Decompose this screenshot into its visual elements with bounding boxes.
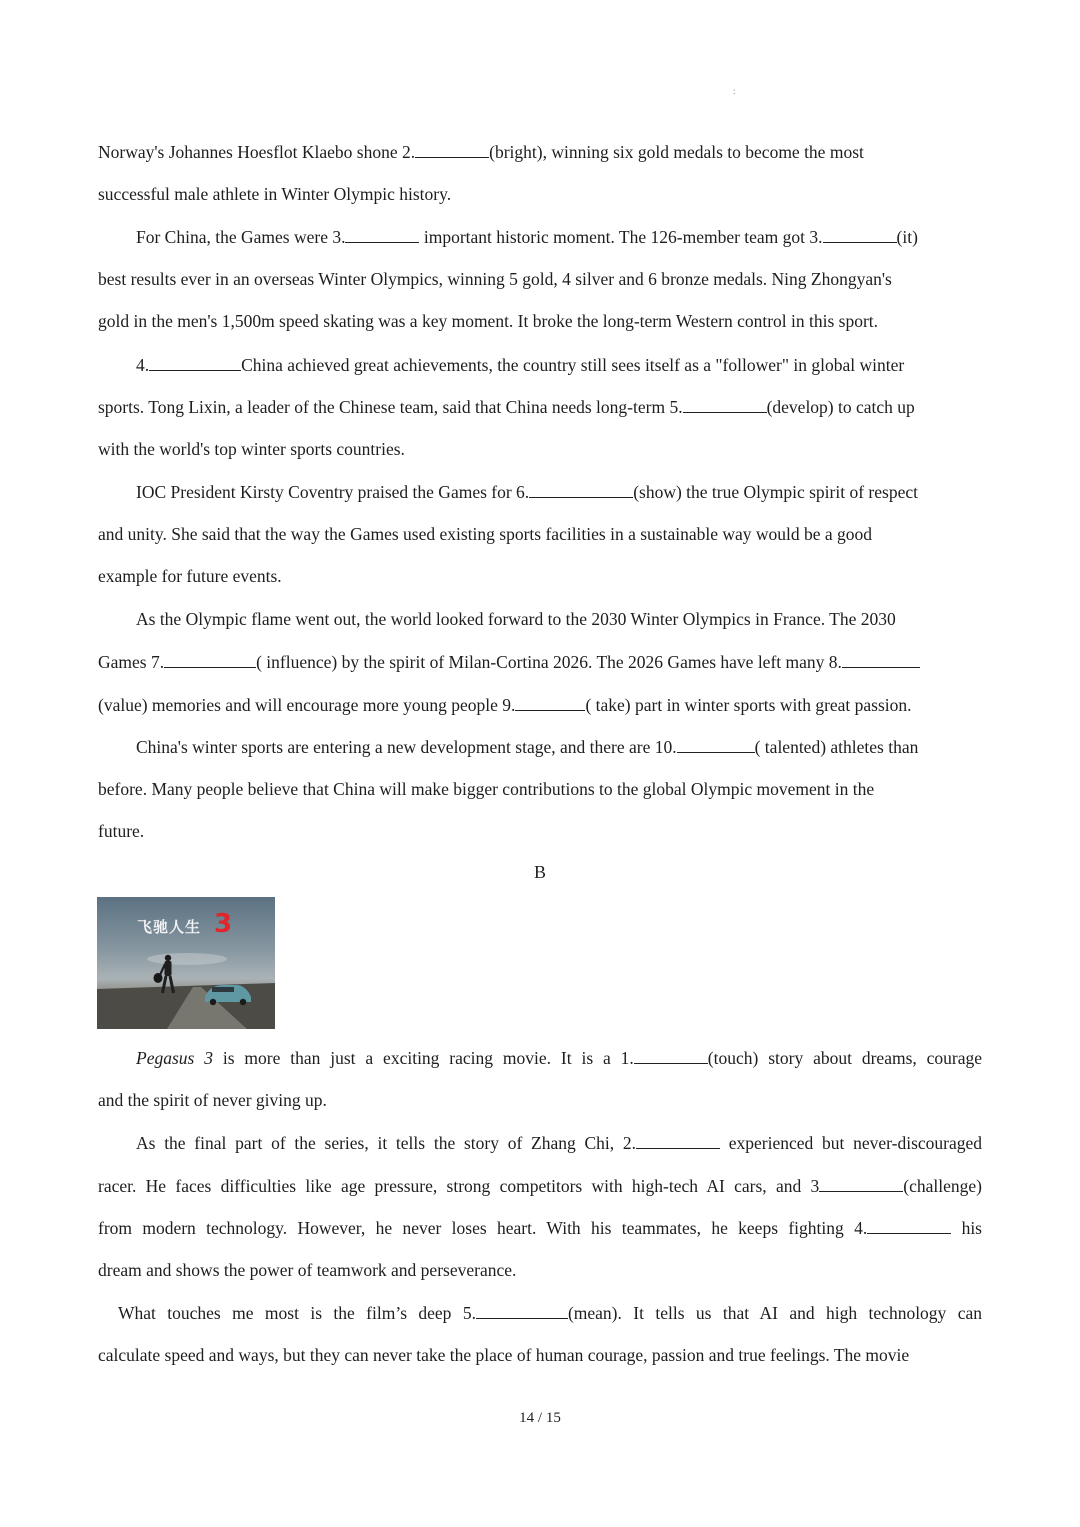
- page-number: 14 / 15: [519, 1410, 561, 1426]
- movie-title: Pegasus 3: [136, 1048, 213, 1068]
- answer-blank[interactable]: [164, 651, 256, 668]
- text-line: and the spirit of never giving up.: [98, 1089, 327, 1110]
- answer-blank[interactable]: [842, 651, 920, 668]
- answer-blank[interactable]: [823, 226, 897, 243]
- answer-blank[interactable]: [515, 694, 585, 711]
- text-line: What touches me most is the film’s deep 5. (mean). It tells us that AI and high technology can: [118, 1303, 982, 1323]
- text-line: with the world's top winter sports countries.: [98, 438, 405, 459]
- text-line: example for future events.: [98, 566, 282, 586]
- answer-blank[interactable]: [683, 396, 767, 413]
- poster-number: 3: [214, 909, 233, 939]
- answer-blank[interactable]: [636, 1132, 720, 1149]
- answer-blank[interactable]: [677, 736, 755, 753]
- text-line: For China, the Games were 3. important historic moment. The 126-member team got 3. (it): [136, 227, 918, 247]
- text-line: sports. Tong Lixin, a leader of the Chinese team, said that China needs long-term 5. (develop) to catch up: [98, 397, 915, 417]
- answer-blank[interactable]: [867, 1217, 951, 1234]
- text-line: and unity. She said that the way the Games used existing sports facilities in a sustainable way would be a good: [98, 523, 873, 544]
- text-line: 4. China achieved great achievements, the country still sees itself as a "follower" in global winter: [136, 354, 905, 375]
- text-line: before. Many people believe that China will make bigger contributions to the global Olympic movement in the: [98, 778, 875, 799]
- answer-blank[interactable]: [476, 1302, 568, 1319]
- passage-b: [98, 1047, 982, 1387]
- movie-poster-image: [97, 897, 275, 1029]
- answer-blank[interactable]: [529, 481, 633, 498]
- text-line: China's winter sports are entering a new development stage, and there are 10. ( talented) athletes than: [136, 737, 919, 757]
- text-line: calculate speed and ways, but they can never take the place of human courage, passion and true feelings. The movie: [98, 1344, 910, 1365]
- text-line: IOC President Kirsty Coventry praised the Games for 6. (show) the true Olympic spirit of respect: [136, 482, 918, 502]
- text-line: dream and shows the power of teamwork and perseverance.: [98, 1259, 517, 1280]
- section-heading: B: [533, 862, 546, 882]
- text-line: As the Olympic flame went out, the world looked forward to the 2030 Winter Olympics in France. The 2030: [136, 608, 896, 629]
- text-line: from modern technology. However, he never loses heart. With his teammates, he keeps fighting 4. his: [98, 1218, 982, 1238]
- text-line: (value) memories and will encourage more young people 9. ( take) part in winter sports with great passion.: [98, 694, 912, 715]
- text-line: Games 7. ( influence) by the spirit of Milan-Cortina 2026. The 2026 Games have left many 8.: [98, 651, 982, 694]
- poster-title: 飞驰人生: [137, 918, 202, 936]
- text-line: racer. He faces difficulties like age pressure, strong competitors with high-tech AI cars, and 3 (challenge): [98, 1175, 982, 1196]
- answer-blank[interactable]: [415, 141, 489, 158]
- answer-blank[interactable]: [345, 226, 419, 243]
- answer-blank[interactable]: [149, 354, 241, 371]
- top-mark: :: [733, 86, 736, 96]
- text-line: future.: [98, 821, 145, 841]
- text-line: successful male athlete in Winter Olympic history.: [98, 183, 452, 204]
- answer-blank[interactable]: [819, 1175, 903, 1192]
- text-line: best results ever in an overseas Winter Olympics, winning 5 gold, 4 silver and 6 bronze medals. Ning Zhongyan's: [98, 268, 892, 289]
- text-line: Norway's Johannes Hoesflot Klaebo shone 2. (bright), winning six gold medals to become the most: [98, 142, 864, 162]
- passage-a: [98, 141, 982, 864]
- answer-blank[interactable]: [634, 1047, 708, 1064]
- text-line: Pegasus 3 is more than just a exciting racing movie. It is a 1. (touch) story about dreams, courage: [136, 1048, 983, 1068]
- text-line: As the final part of the series, it tells the story of Zhang Chi, 2. experienced but never-discouraged: [136, 1133, 983, 1153]
- text-line: gold in the men's 1,500m speed skating was a key moment. It broke the long-term Western control in this sport.: [98, 311, 879, 331]
